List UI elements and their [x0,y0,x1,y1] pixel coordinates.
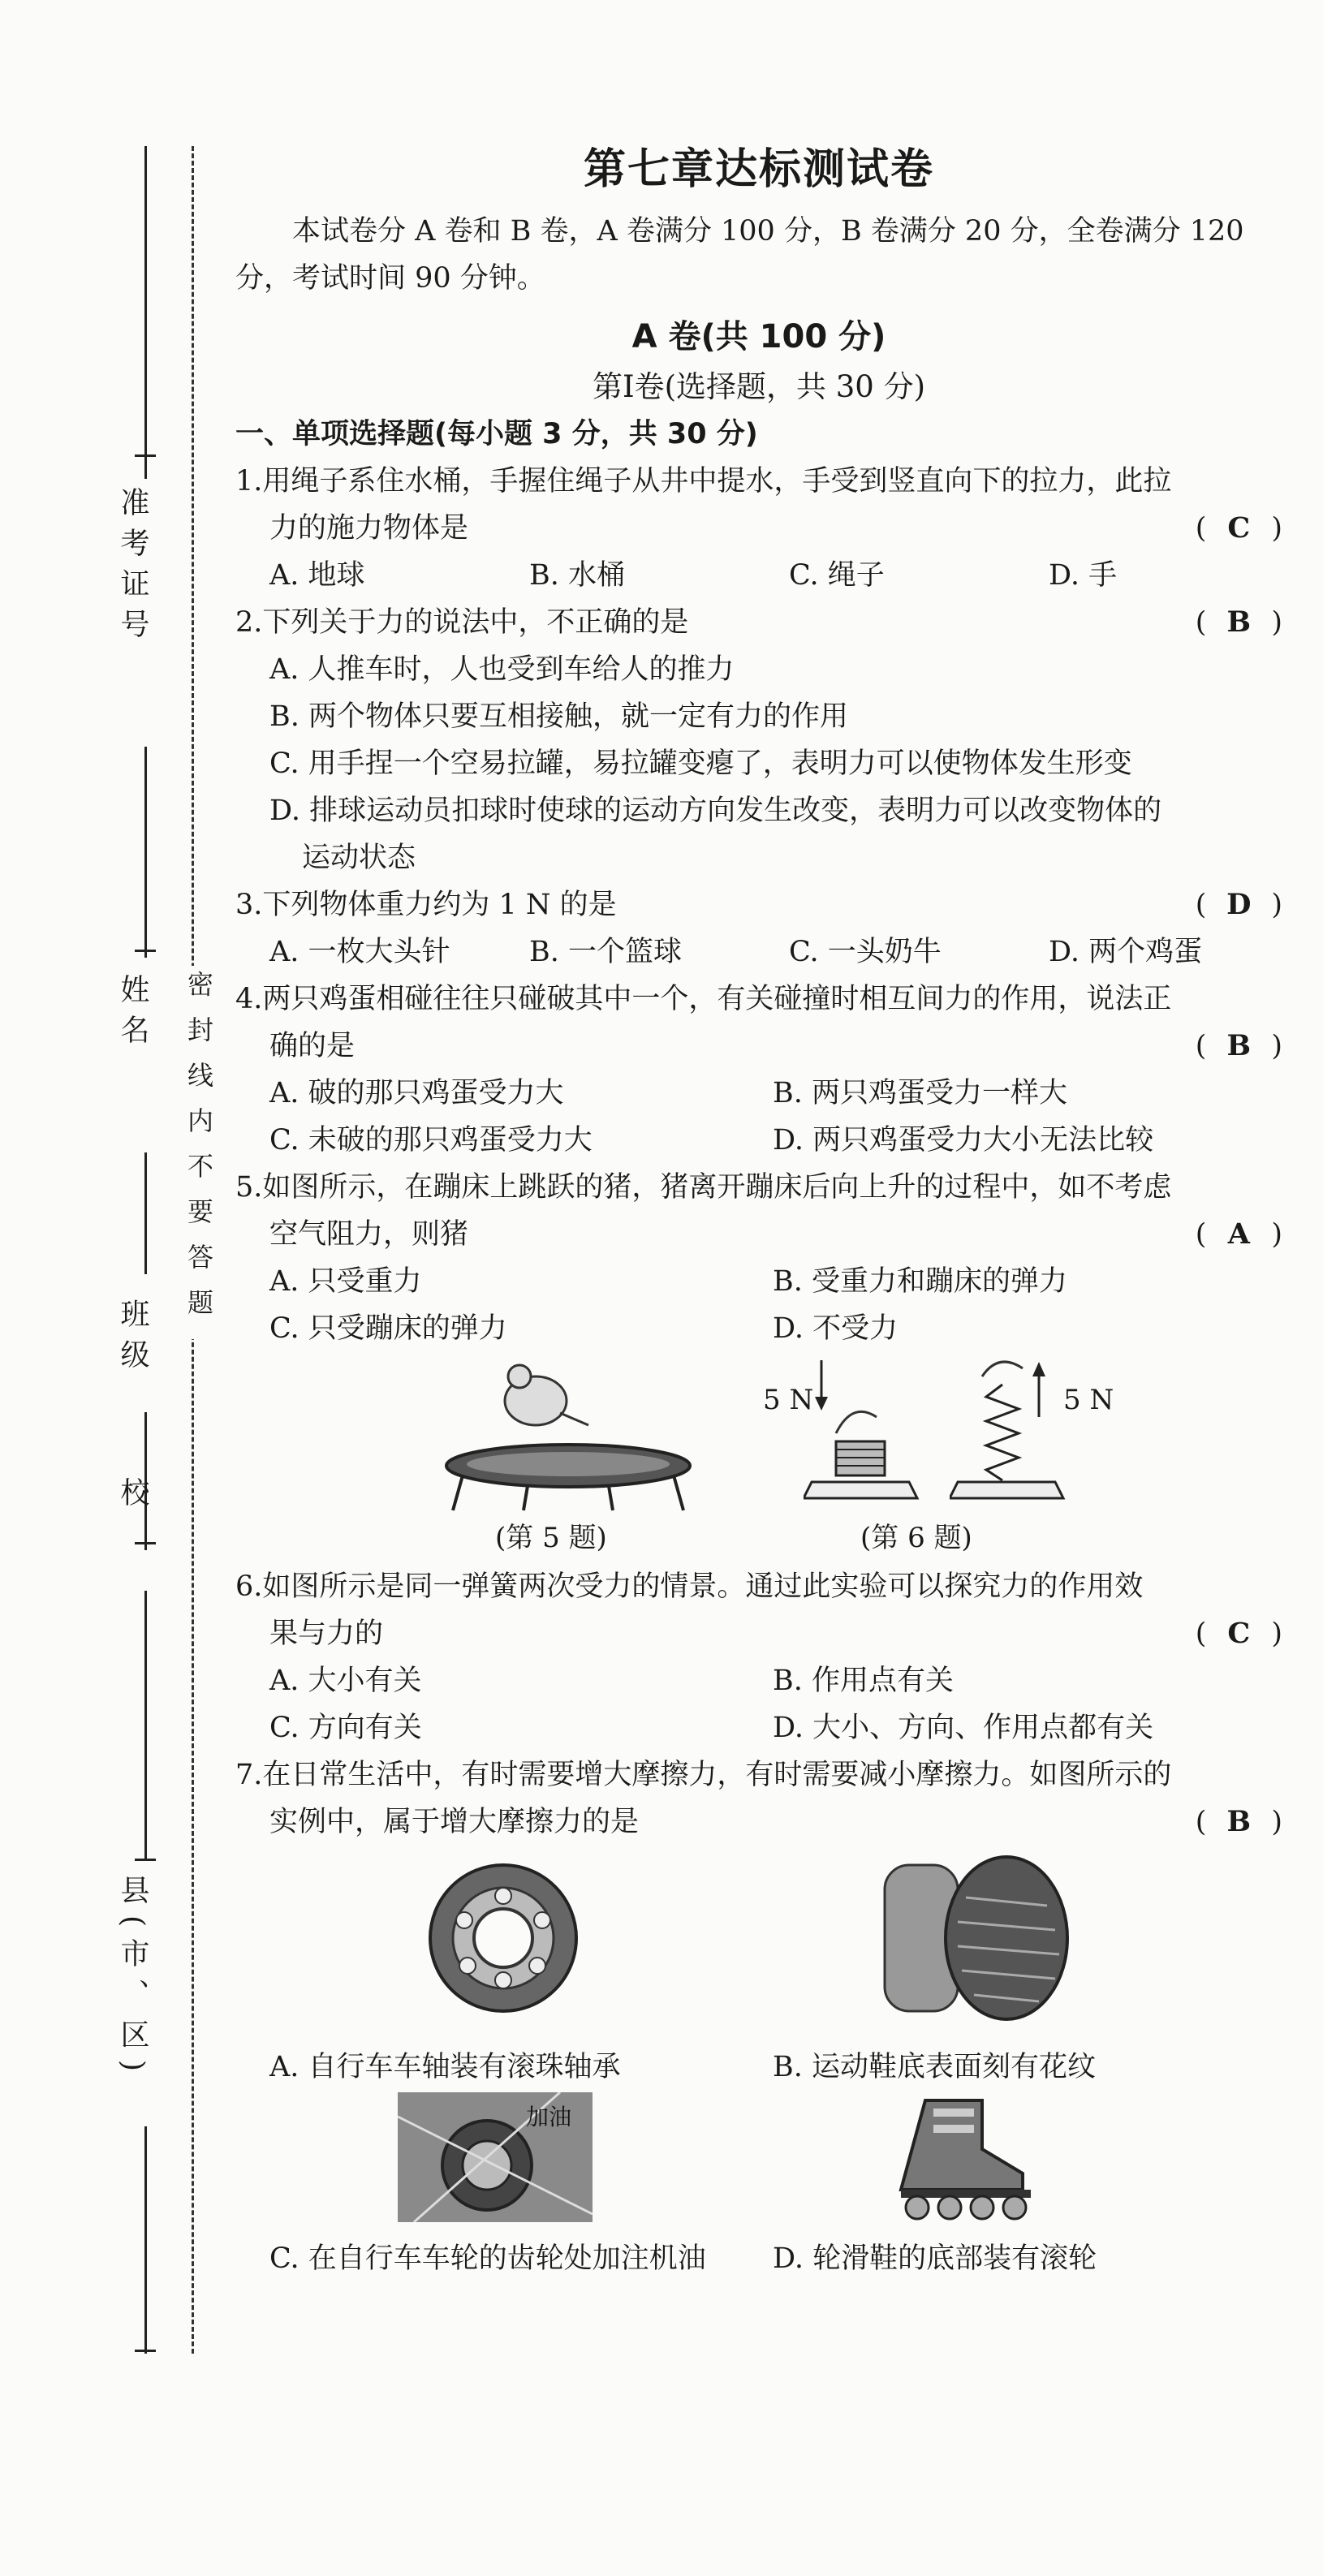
option-a: A. 人推车时，人也受到车给人的推力 [269,653,735,686]
answer-letter: D [1226,888,1252,921]
option-c: C. 方向有关 [269,1712,422,1744]
answer-bracket: ( B ) [1196,1798,1282,1846]
question-stem: 在日常生活中，有时需要增大摩擦力，有时需要减小摩擦力。如图所示的 [262,1759,1172,1791]
option-c: C. 只受蹦床的弹力 [269,1312,507,1345]
option-d: D. 两个鸡蛋 [1049,936,1203,968]
option-c: C. 在自行车车轮的齿轮处加注机油 [269,2242,706,2275]
answer-letter: B [1226,605,1252,639]
option-b: B. 作用点有关 [773,1665,954,1697]
force-label-right: 5 N [1063,1384,1114,1416]
figure-5-caption: (第 5 题) [495,1522,607,1554]
option-c: C. 绳子 [789,559,885,592]
question-6 [235,1563,1282,1751]
compressed-spring-figure [804,1352,925,1506]
section-heading: 一、单项选择题(每小题 3 分，共 30 分) [235,418,758,450]
answer-bracket: ( B ) [1196,599,1282,646]
answer-bracket: ( A ) [1196,1211,1282,1258]
option-b: B. 两个物体只要互相接触，就一定有力的作用 [269,700,848,733]
question-5 [235,1164,1282,1352]
county-label: 县(市、区) [116,1875,149,2083]
oil-label: 加油 [526,2104,572,2130]
option-d: D. 不受力 [773,1312,899,1345]
volume-a-heading: A 卷(共 100 分) [631,318,886,355]
answer-letter: C [1227,511,1251,545]
margin-line [144,146,147,479]
question-number: 6. [235,1570,263,1603]
question-number: 4. [235,983,263,1015]
question-stem: 两只鸡蛋相碰往往只碰破其中一个，有关碰撞时相互间力的作用，说法正 [262,983,1172,1015]
question-stem: 确的是 [269,1030,356,1062]
option-d-continued: 运动状态 [302,842,416,874]
question-7 [235,1751,1282,1846]
option-a: A. 自行车车轴装有滚珠轴承 [269,2051,621,2083]
margin-mark [135,950,156,952]
question-stem: 空气阻力，则猪 [269,1218,469,1251]
option-b: B. 两只鸡蛋受力一样大 [773,1077,1067,1109]
option-a: A. 只受重力 [269,1265,422,1298]
exam-content [235,146,1282,2282]
seal-notice: 密封线内不要答题 [180,966,218,1339]
question-number: 1. [235,465,263,498]
option-a: A. 一枚大头针 [269,936,450,968]
question-stem: 果与力的 [269,1618,384,1650]
option-d: D. 两只鸡蛋受力大小无法比较 [773,1124,1154,1157]
question-number: 5. [235,1171,263,1204]
exam-intro: 本试卷分 A 卷和 B 卷，A 卷满分 100 分，B 卷满分 20 分，全卷满分 120 分，考试时间 90 分钟。 [235,215,1244,295]
question-stem: 实例中，属于增大摩擦力的是 [269,1806,640,1838]
question-number: 7. [235,1759,263,1791]
figure-row-7-bottom-captions [235,2235,1282,2282]
question-3 [235,881,1282,976]
option-c: C. 用手捏一个空易拉罐，易拉罐变瘪了，表明力可以使物体发生形变 [269,747,1132,780]
force-label-left: 5 N [763,1384,814,1416]
question-number: 3. [235,889,263,921]
margin-mark [135,454,156,457]
option-c: C. 未破的那只鸡蛋受力大 [269,1124,593,1157]
margin-mark [135,1859,156,1861]
option-c: C. 一头奶牛 [789,936,942,968]
option-b: B. 运动鞋底表面刻有花纹 [773,2051,1096,2083]
school-label: 校 [116,1477,149,1518]
answer-letter: C [1227,1617,1251,1650]
ball-bearing-image [422,1857,584,2019]
question-stem: 用绳子系住水桶，手握住绳子从井中提水，手受到竖直向下的拉力，此拉 [262,465,1172,498]
answer-bracket: ( D ) [1196,881,1282,928]
question-stem: 力的施力物体是 [269,512,469,545]
answer-bracket: ( C ) [1196,505,1282,552]
name-label: 姓名 [116,974,149,1055]
trampoline-pig-figure [438,1352,698,1514]
option-a: A. 地球 [269,559,365,592]
stretched-spring-figure [950,1352,1071,1506]
margin-line [144,1152,147,1274]
sneaker-sole-image [877,1849,1080,2027]
part-1-heading: 第Ⅰ卷(选择题，共 30 分) [592,369,926,404]
margin-mark [135,1542,156,1544]
question-stem: 下列物体重力约为 1 N 的是 [262,889,617,921]
class-label: 班级 [116,1299,149,1380]
margin-mark [135,2350,156,2352]
question-stem: 如图所示是同一弹簧两次受力的情景。通过此实验可以探究力的作用效 [262,1570,1144,1603]
answer-letter: B [1226,1805,1252,1838]
question-number: 2. [235,606,263,639]
exam-number-label: 准考证号 [116,487,149,649]
margin-line [144,2126,147,2354]
page-title: 第七章达标测试卷 [583,145,934,194]
option-b: B. 一个篮球 [529,936,682,968]
option-d: D. 手 [1049,559,1118,592]
figure-row-5-6 [235,1352,1282,1563]
answer-bracket: ( B ) [1196,1023,1282,1070]
answer-letter: A [1227,1217,1250,1251]
option-d: D. 轮滑鞋的底部装有滚轮 [773,2242,1097,2275]
question-1 [235,458,1282,599]
option-d: D. 大小、方向、作用点都有关 [773,1712,1154,1744]
roller-skate-image [885,2092,1047,2222]
figure-row-7-bottom [235,2092,1282,2230]
answer-letter: B [1226,1029,1252,1062]
option-d: D. 排球运动员扣球时使球的运动方向发生改变，表明力可以改变物体的 [269,795,1162,827]
option-a: A. 大小有关 [269,1665,422,1697]
question-2 [235,599,1282,881]
option-b: B. 水桶 [529,559,625,592]
bike-gear-image [398,2092,593,2222]
answer-bracket: ( C ) [1196,1610,1282,1657]
option-a: A. 破的那只鸡蛋受力大 [269,1077,564,1109]
question-4 [235,976,1282,1164]
margin-line [144,1591,147,1859]
margin-line [144,747,147,958]
figure-row-7-top-captions [235,2044,1282,2091]
figure-row-7-top [235,1857,1282,2035]
option-b: B. 受重力和蹦床的弹力 [773,1265,1067,1298]
question-stem: 下列关于力的说法中，不正确的是 [262,606,689,639]
question-stem: 如图所示，在蹦床上跳跃的猪，猪离开蹦床后向上升的过程中，如不考虑 [262,1171,1172,1204]
figure-6-caption: (第 6 题) [860,1522,972,1554]
